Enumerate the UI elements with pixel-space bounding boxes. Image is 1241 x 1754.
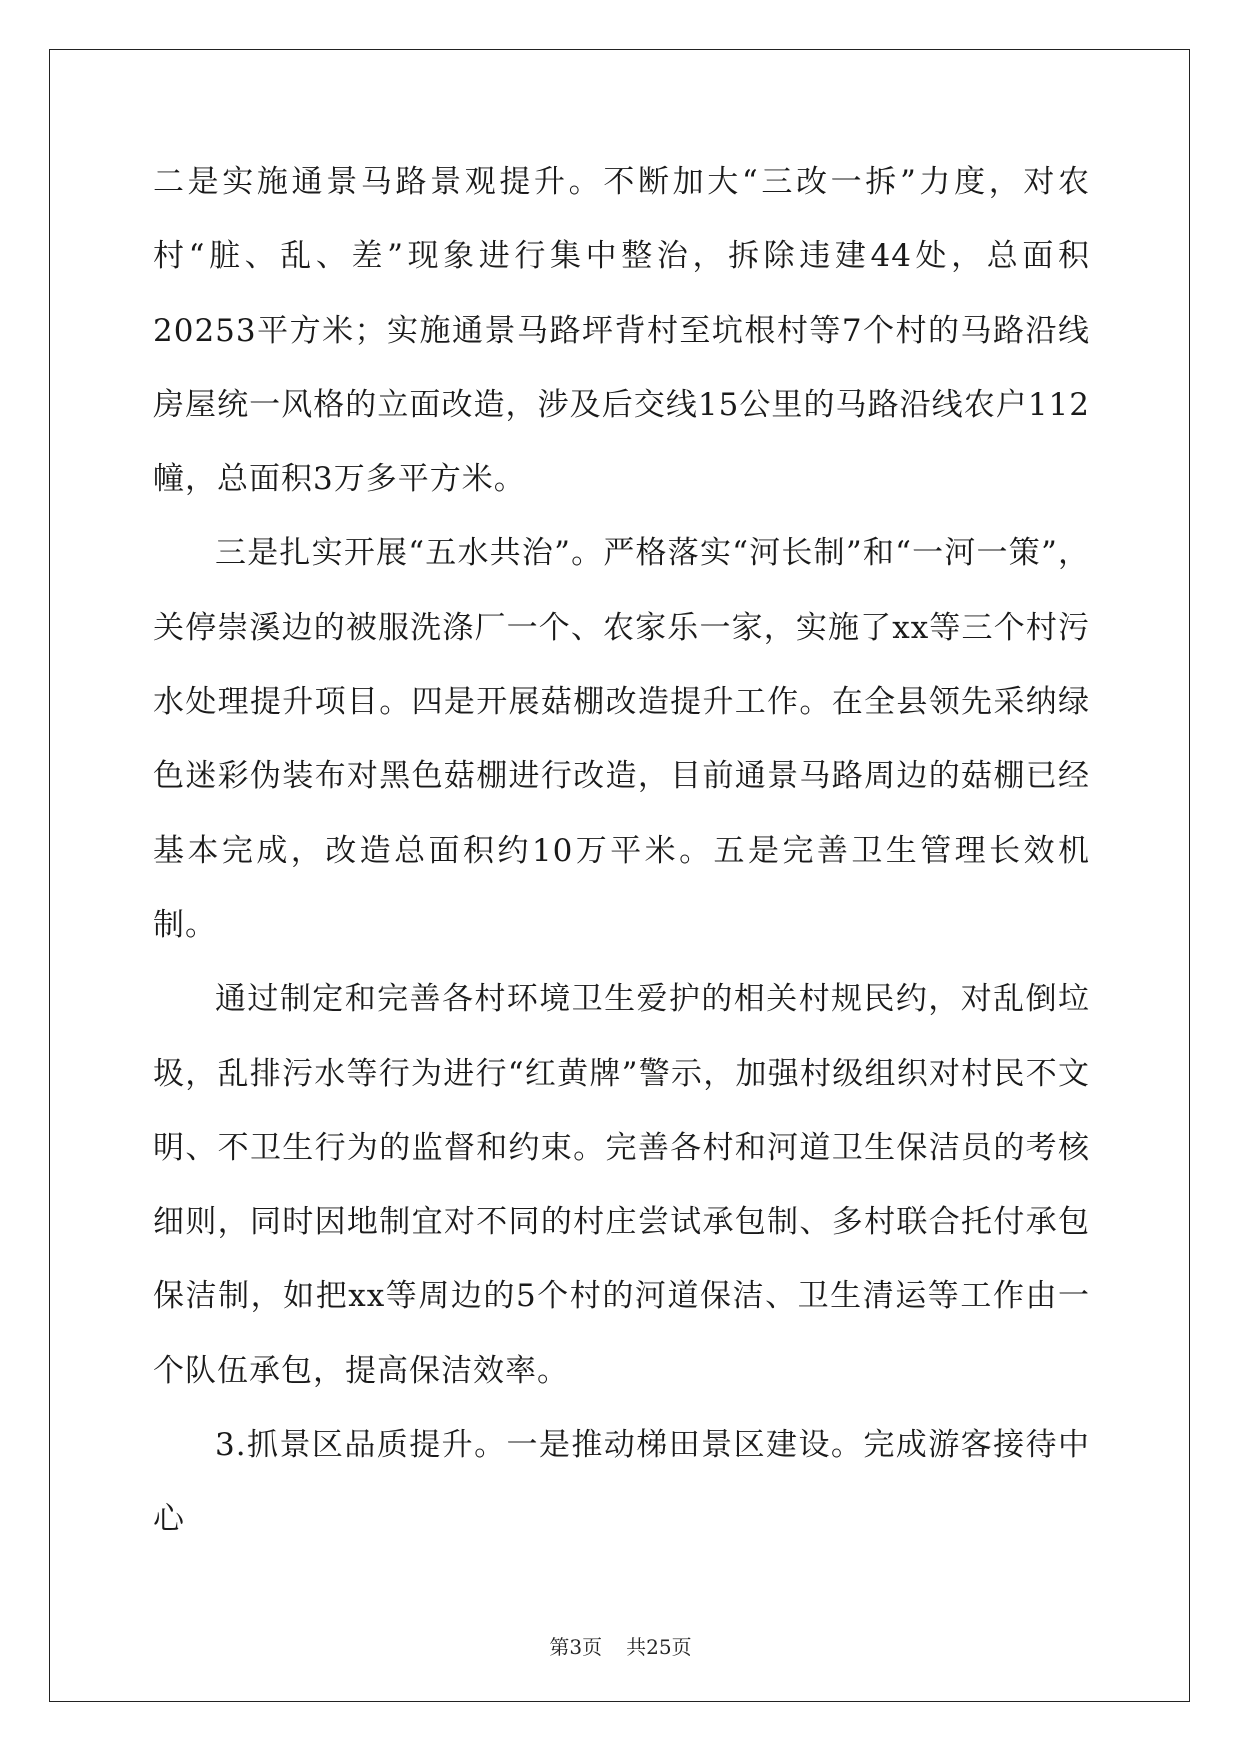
total-page-count: 共25页 xyxy=(626,1635,692,1659)
paragraph-2: 三是扎实开展“五水共治”。严格落实“河长制”和“一河一策”，关停崇溪边的被服洗涤厂一个、农家乐一家，实施了xx等三个村污水处理提升项目。四是开展菇棚改造提升工作。在全县领先采纳绿色迷彩伪装布对黑色菇棚进行改造，目前通景马路周边的菇棚已经基本完成，改造总面积约10万平米。五是完善卫生管理长效机制。 xyxy=(153,535,1090,943)
current-page-number: 第3页 xyxy=(549,1635,603,1659)
paragraph-1: 二是实施通景马路景观提升。不断加大“三改一拆”力度，对农村“脏、乱、差”现象进行集中整治，拆除违建44处，总面积20253平方米；实施通景马路坪背村至坑根村等7个村的马路沿线房屋统一风格的立面改造，涉及后交线15公里的马路沿线农户112幢，总面积3万多平方米。 xyxy=(153,164,1090,498)
document-body xyxy=(153,145,1090,1557)
paragraph-3: 通过制定和完善各村环境卫生爱护的相关村规民约，对乱倒垃圾，乱排污水等行为进行“红黄牌”警示，加强村级组织对村民不文明、不卫生行为的监督和约束。完善各村和河道卫生保洁员的考核细则，同时因地制宜对不同的村庄尝试承包制、多村联合托付承包保洁制，如把xx等周边的5个村的河道保洁、卫生清运等工作由一个队伍承包，提高保洁效率。 xyxy=(153,981,1090,1389)
page-footer xyxy=(0,1631,1241,1660)
paragraph-4: 3.抓景区品质提升。一是推动梯田景区建设。完成游客接待中心 xyxy=(153,1427,1090,1538)
